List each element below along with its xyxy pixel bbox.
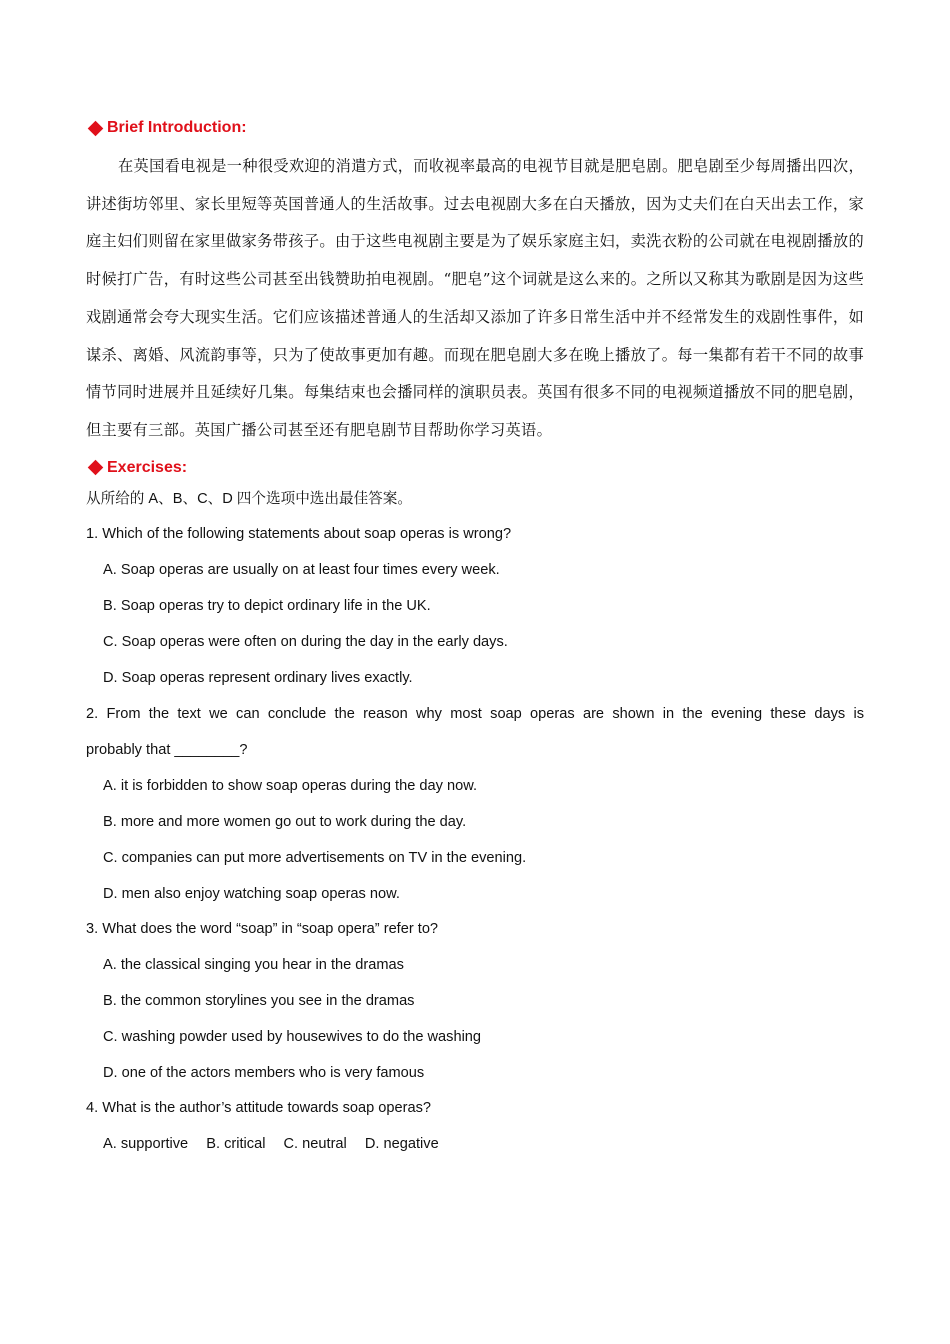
question-4-options — [86, 1127, 864, 1163]
question-1-option-c: C. Soap operas were often on during the day in the early days. — [103, 633, 508, 650]
question-1-option-a: A. Soap operas are usually on at least four times every week. — [103, 562, 500, 579]
question-3-option-b: B. the common storylines you see in the dramas — [103, 992, 415, 1009]
question-3-option-d: D. one of the actors members who is very famous — [103, 1064, 425, 1081]
exercises-heading-text: Exercises: — [107, 458, 188, 476]
question-2-option-a: A. it is forbidden to show soap operas during the day now. — [103, 778, 477, 795]
question-2-stem-line1: 2. From the text we can conclude the reason why most soap operas are shown in the evening these days is — [86, 706, 864, 723]
question-4-option-d: D. negative — [364, 1136, 439, 1153]
intro-paragraph: 在英国看电视是一种很受欢迎的消遣方式，而收视率最高的电视节目就是肥皂剧。肥皂剧至少每周播出四次，讲述街坊邻里、家长里短等英国普通人的生活故事。过去电视剧大多在白天播放，因为丈夫们在白天出去工作，家庭主妇们则留在家里做家务带孩子。由于这些电视剧主要是为了娱乐家庭主妇，卖洗衣粉的公司就在电视剧播放的时候打广告，有时这些公司甚至出钱赞助拍电视剧。“肥皂”这个词就是这么来的。之所以又称其为歌剧是因为这些戏剧通常会夸大现实生活。它们应该描述普通人的生活却又添加了许多日常生活中并不经常发生的戏剧性事件，如谋杀、离婚、风流韵事等，只为了使故事更加有趣。而现在肥皂剧大多在晚上播放了。每一集都有若干不同的故事情节同时进展并且延续好几集。每集结束也会播同样的演职员表。英国有很多不同的电视频道播放不同的肥皂剧，但主要有三部。英国广播公司甚至还有肥皂剧节目帮助你学习英语。 — [86, 157, 864, 439]
diamond-bullet-icon — [88, 460, 104, 476]
exercises-heading — [86, 454, 864, 482]
question-2-option-b: B. more and more women go out to work during the day. — [103, 814, 467, 830]
question-3-stem: 3. What does the word “soap” in “soap opera” refer to? — [86, 921, 439, 938]
question-1-option-d: D. Soap operas represent ordinary lives exactly. — [103, 669, 413, 686]
question-2-stem-line2: probably that ________? — [86, 742, 248, 759]
question-3-option-c: C. washing powder used by housewives to do the washing — [103, 1028, 482, 1045]
question-4-option-c: C. neutral — [283, 1136, 347, 1153]
intro-heading-text: Brief Introduction: — [107, 119, 247, 136]
diamond-bullet-icon — [88, 120, 104, 136]
question-1-option-b: B. Soap operas try to depict ordinary life in the UK. — [103, 598, 431, 615]
intro-heading — [86, 116, 864, 140]
question-4-option-a: A. supportive — [103, 1136, 189, 1153]
exercise-instruction: 从所给的 A、B、C、D 四个选项中选出最佳答案。 — [86, 490, 412, 507]
question-3-option-a: A. the classical singing you hear in the dramas — [103, 957, 404, 974]
question-2-option-c: C. companies can put more advertisements on TV in the evening. — [103, 849, 527, 866]
document-page — [86, 116, 864, 1163]
question-1-stem: 1. Which of the following statements about soap operas is wrong? — [86, 526, 512, 543]
question-2-option-d: D. men also enjoy watching soap operas now. — [103, 885, 400, 902]
question-4-option-b: B. critical — [206, 1136, 266, 1153]
question-4-stem: 4. What is the author’s attitude towards soap operas? — [86, 1100, 432, 1117]
